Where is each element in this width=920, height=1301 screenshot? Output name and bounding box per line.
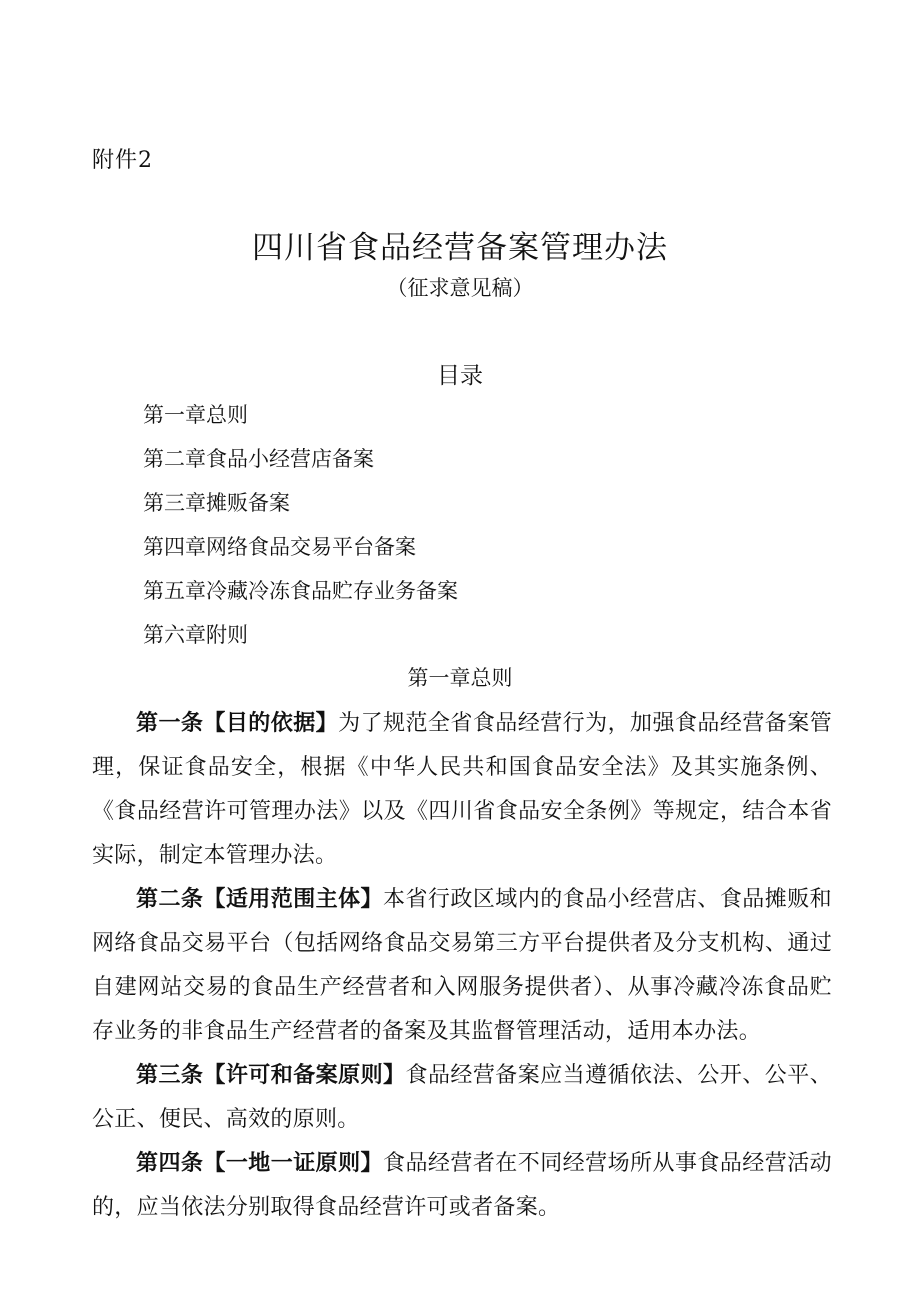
article-1 [92,702,832,878]
document-title: 四川省食品经营备案管理办法 [252,230,668,266]
article-4 [92,1142,832,1230]
article-1-label: 第一条【目的依据】 [136,711,339,736]
chapter-1-body [92,702,832,1230]
article-2 [92,878,832,1054]
article-4-label: 第四条【一地一证原则】 [136,1151,384,1176]
article-3 [92,1054,832,1142]
toc-item-chapter-5: 第五章冷藏冷冻食品贮存业务备案 [143,579,458,603]
chapter-1-heading: 第一章总则 [407,666,513,690]
annex-label: 附件2 [92,148,153,173]
toc-item-chapter-1: 第一章总则 [143,403,248,427]
article-3-text: 食品经营备案应当遵循依法、公开、公平、公正、便民、高效的原则。 [92,1063,832,1132]
table-of-contents [143,399,458,663]
document-subtitle: （征求意见稿） [386,276,534,300]
article-4-text: 食品经营者在不同经营场所从事食品经营活动的，应当依法分别取得食品经营许可或者备案。 [92,1151,832,1220]
article-3-label: 第三条【许可和备案原则】 [136,1063,406,1088]
article-2-text: 本省行政区域内的食品小经营店、食品摊贩和网络食品交易平台（包括网络食品交易第三方平台提供者及分支机构、通过自建网站交易的食品生产经营者和入网服务提供者）、从事冷藏冷冻食品贮存业务的非食品生产经营者的备案及其监督管理活动，适用本办法。 [92,887,832,1044]
article-1-text: 为了规范全省食品经营行为，加强食品经营备案管理，保证食品安全，根据《中华人民共和国食品安全法》及其实施条例、《食品经营许可管理办法》以及《四川省食品安全条例》等规定，结合本省实际，制定本管理办法。 [92,711,832,868]
toc-item-chapter-2: 第二章食品小经营店备案 [143,447,374,471]
toc-item-chapter-3: 第三章摊贩备案 [143,491,290,515]
toc-item-chapter-6: 第六章附则 [143,623,248,647]
article-2-label: 第二条【适用范围主体】 [136,887,384,912]
toc-heading: 目录 [437,363,483,389]
toc-item-chapter-4: 第四章网络食品交易平台备案 [143,535,416,559]
